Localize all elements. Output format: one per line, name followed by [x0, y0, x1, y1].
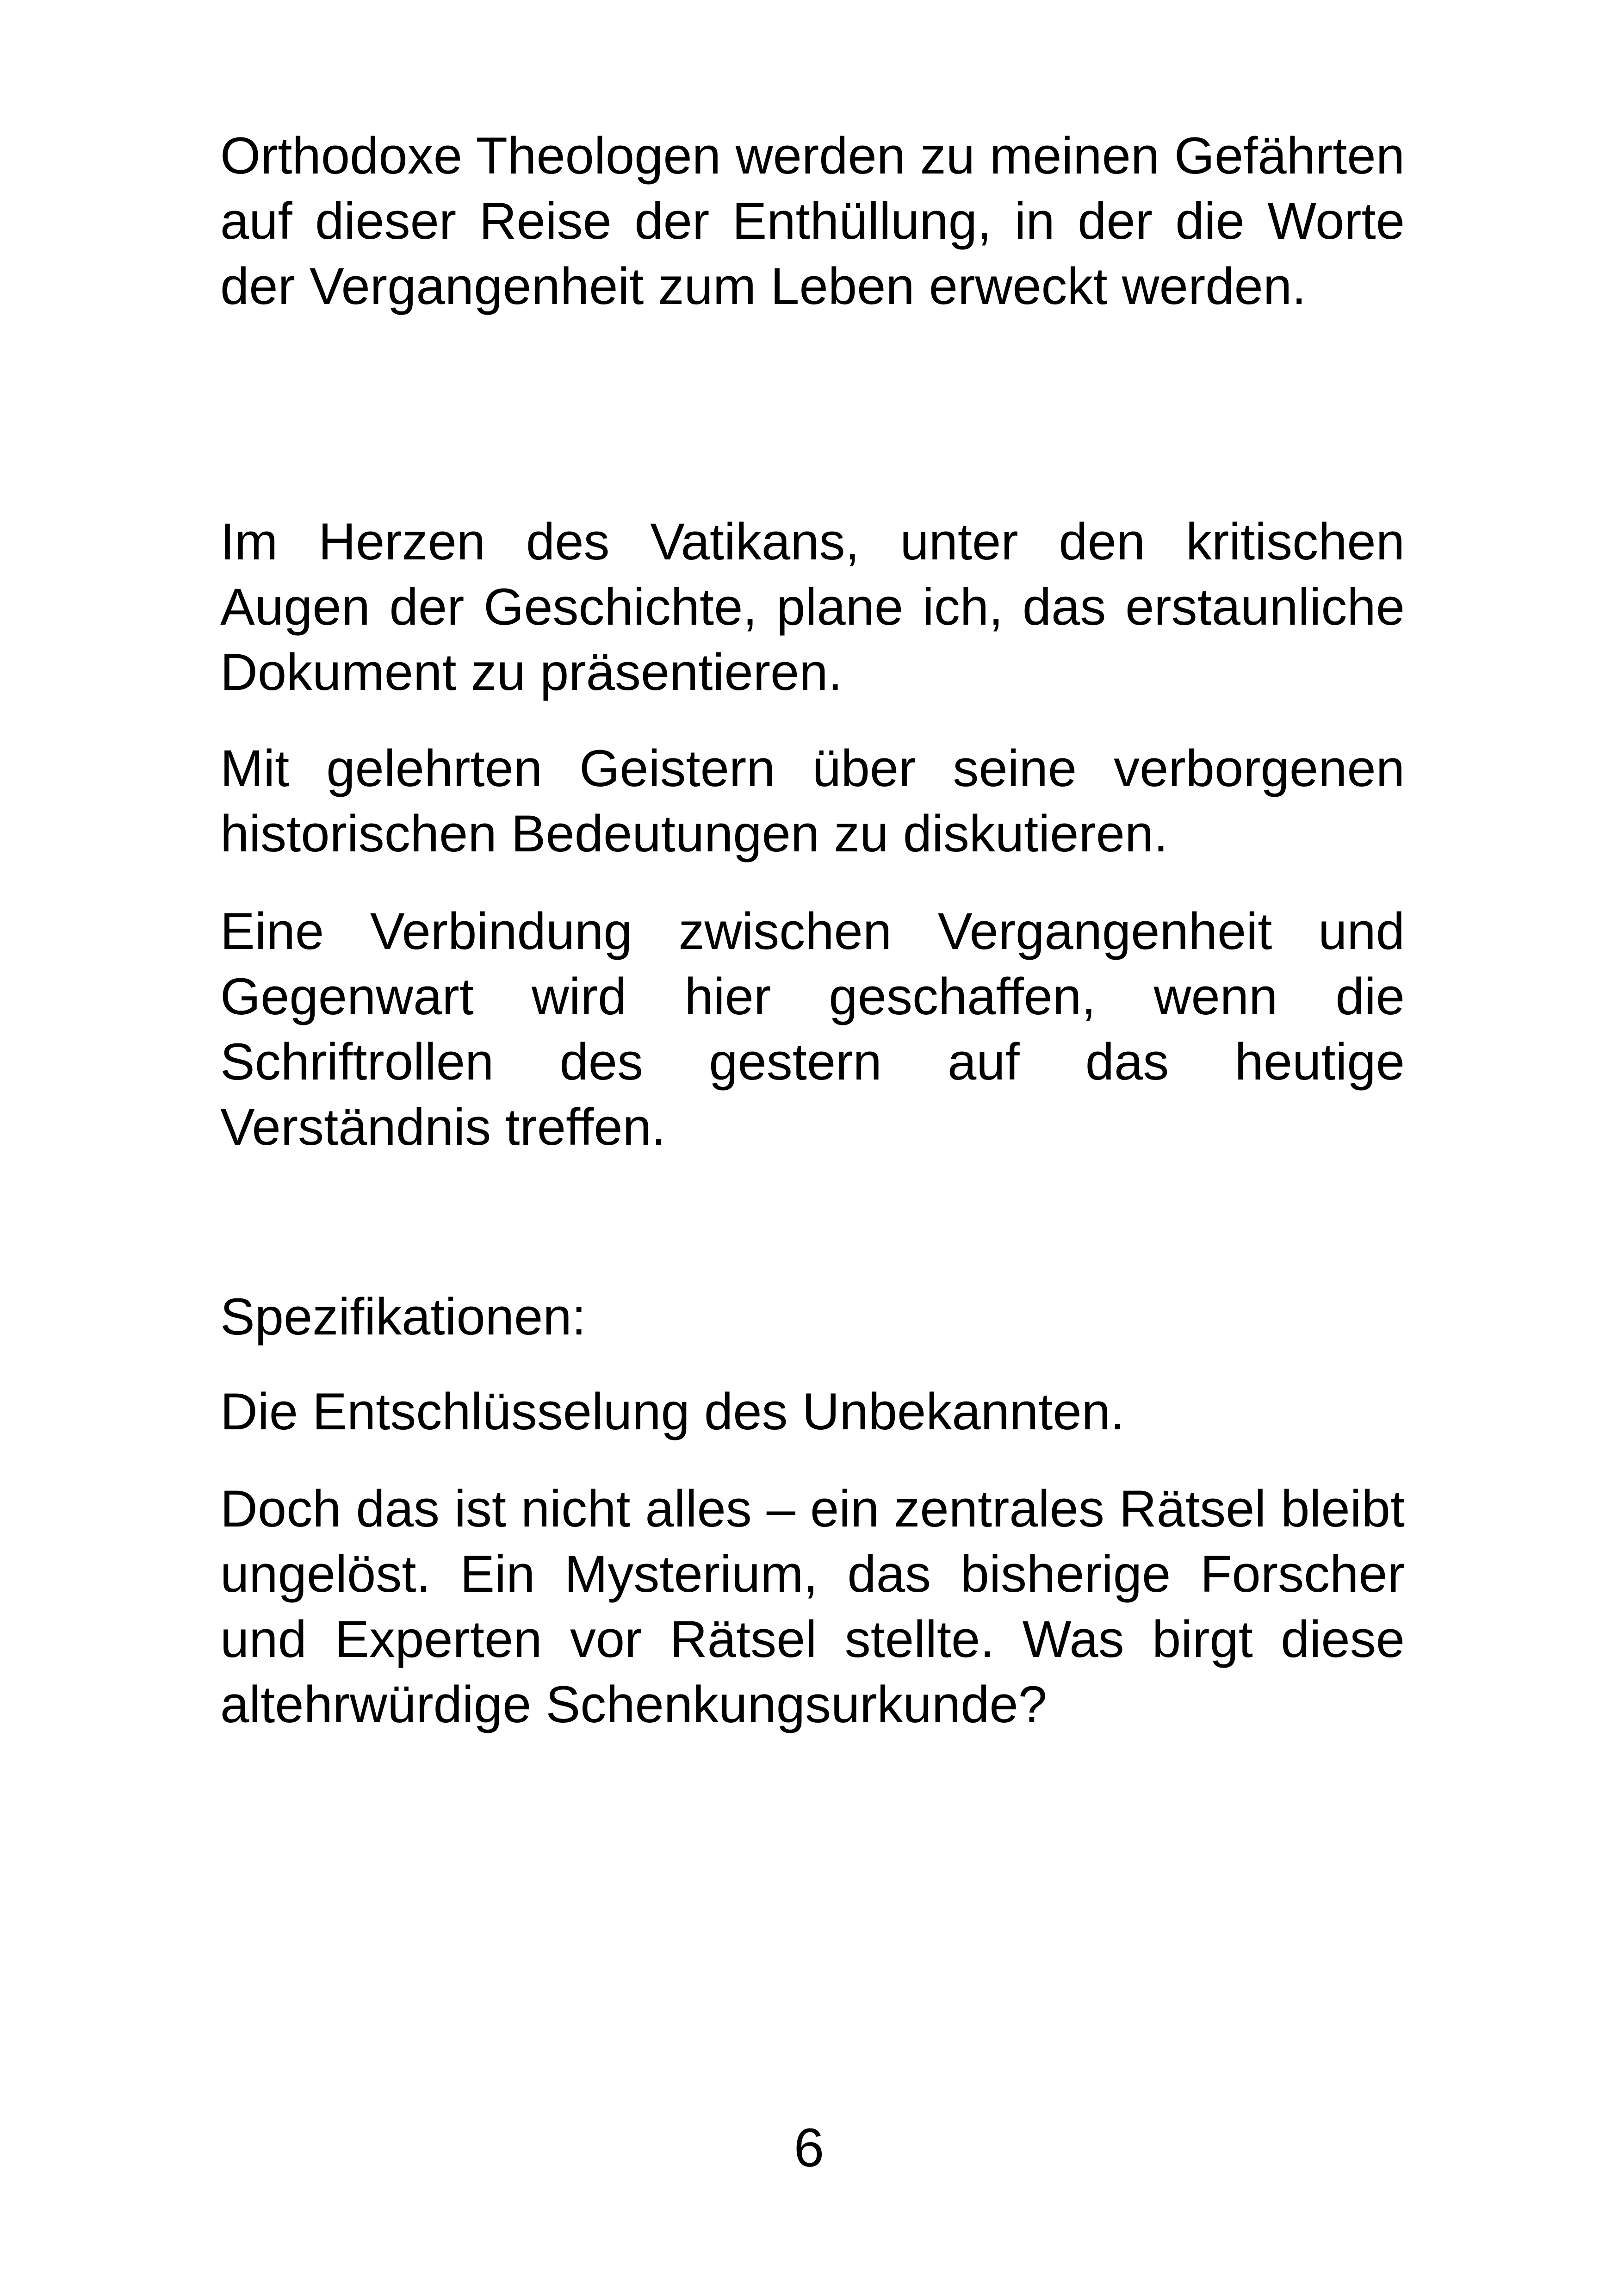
paragraph-vatican: Im Herzen des Vatikans, unter den kritischen Augen der Geschichte, plane ich, das erstaunliche Dokument zu präsentieren. [220, 513, 1405, 701]
page-number: 6 [794, 2117, 824, 2178]
paragraph-decryption: Die Entschlüsselung des Unbekannten. [220, 1383, 1125, 1440]
paragraph-mystery: Doch das ist nicht alles – ein zentrales Rätsel bleibt ungelöst. Ein Mysterium, das bisherige Forscher und Experten vor Rätsel stellte. Was birgt diese altehrwürdige Schenkungsurkunde? [220, 1480, 1405, 1733]
paragraph-specifications-heading: Spezifikationen: [220, 1288, 586, 1346]
paragraph-connection: Eine Verbindung zwischen Vergangenheit und Gegenwart wird hier geschaffen, wenn die Schriftrollen des gestern auf das heutige Verständnis treffen. [220, 902, 1405, 1156]
paragraph-theologians: Orthodoxe Theologen werden zu meinen Gefährten auf dieser Reise der Enthüllung, in der die Worte der Vergangenheit zum Leben erweckt werden. [220, 127, 1405, 315]
paragraph-scholars: Mit gelehrten Geistern über seine verborgenen historischen Bedeutungen zu diskutieren. [220, 739, 1405, 863]
